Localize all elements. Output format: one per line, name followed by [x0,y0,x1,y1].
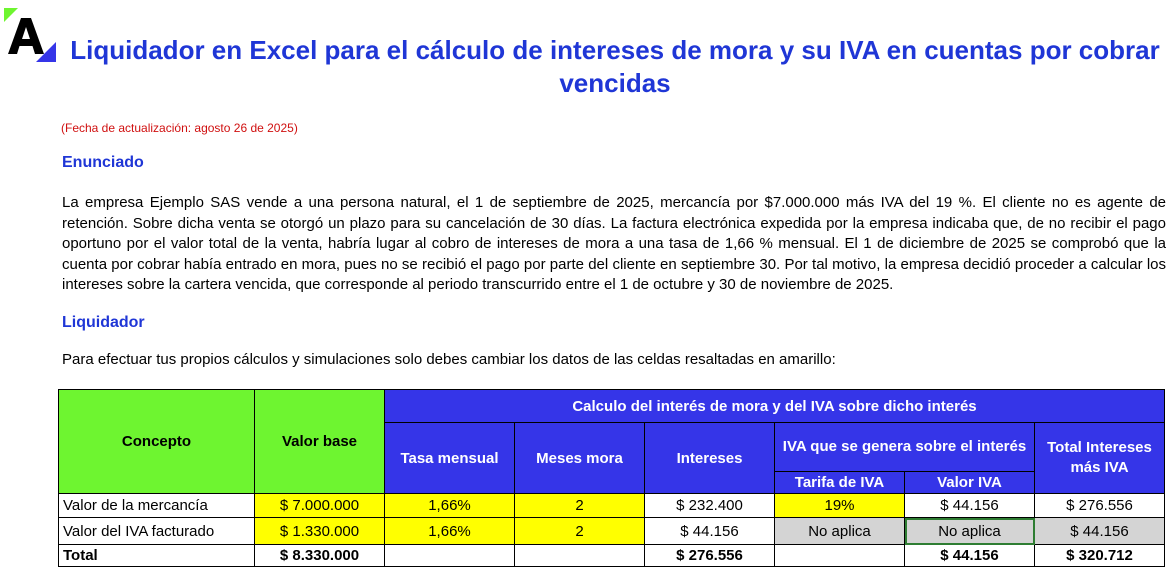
header-tarifa-iva: Tarifa de IVA [775,472,905,494]
cell-grand-total[interactable]: $ 320.712 [1035,545,1165,567]
section-heading-enunciado: Enunciado [62,154,144,171]
header-valor-base: Valor base [255,390,385,494]
cell-meses-input[interactable]: 2 [515,518,645,545]
header-valor-iva: Valor IVA [905,472,1035,494]
cell-valor-base-input[interactable]: $ 1.330.000 [255,518,385,545]
cell-intereses[interactable]: $ 44.156 [645,518,775,545]
page-title: Liquidador en Excel para el cálculo de intereses de mora y su IVA en cuentas por cobrar vencidas [70,35,1160,98]
table-row [59,518,1165,545]
header-calculo-group: Calculo del interés de mora y del IVA sobre dicho interés [385,390,1165,423]
cell-concepto[interactable]: Valor de la mercancía [59,494,255,518]
cell-valor-iva-selected[interactable]: No aplica [905,518,1035,545]
cell-valor-iva[interactable]: $ 44.156 [905,494,1035,518]
cell-empty[interactable] [385,545,515,567]
enunciado-paragraph: La empresa Ejemplo SAS vende a una persona natural, el 1 de septiembre de 2025, mercancía por $7.000.000 más IVA del 19 %. El cliente no es agente de retención. Sobre dicha venta se otorgó un plazo para su cancelación de 30 días. La factura electrónica expedida por la empresa indicaba que, de no recibir el pago oportuno por el valor total de la venta, habría lugar al cobro de intereses de mora a una tasa de 1,66 % mensual. El 1 de diciembre de 2025 se comprobó que la cuenta por cobrar había entrado en mora, pues no se recibió el pago por parte del cliente en septiembre 30. Por tal motivo, la empresa decidió proceder a calcular los intereses sobre la cartera vencida, que corresponde al periodo transcurrido entre el 1 de octubre y 30 de noviembre de 2025. [62,194,1166,293]
cell-valor-base-input[interactable]: $ 7.000.000 [255,494,385,518]
cell-total[interactable]: $ 276.556 [1035,494,1165,518]
header-intereses: Intereses [645,423,775,494]
cell-total[interactable]: $ 44.156 [1035,518,1165,545]
cell-intereses[interactable]: $ 232.400 [645,494,775,518]
cell-total-intereses[interactable]: $ 276.556 [645,545,775,567]
cell-tarifa[interactable]: No aplica [775,518,905,545]
instructions-text: Para efectuar tus propios cálculos y simulaciones solo debes cambiar los datos de las celdas resaltadas en amarillo: [62,351,836,368]
cell-meses-input[interactable]: 2 [515,494,645,518]
header-total-intereses-iva: Total Intereses más IVA [1035,423,1165,494]
cell-tasa-input[interactable]: 1,66% [385,494,515,518]
cell-empty[interactable] [515,545,645,567]
liquidador-table [58,389,1165,567]
cell-empty[interactable] [775,545,905,567]
cell-total-label[interactable]: Total [59,545,255,567]
cell-tarifa-input[interactable]: 19% [775,494,905,518]
header-concepto: Concepto [59,390,255,494]
table-row-total [59,545,1165,567]
brand-logo [4,8,56,62]
cell-total-valor-base[interactable]: $ 8.330.000 [255,545,385,567]
table-row [59,494,1165,518]
cell-concepto[interactable]: Valor del IVA facturado [59,518,255,545]
header-meses-mora: Meses mora [515,423,645,494]
cell-total-valor-iva[interactable]: $ 44.156 [905,545,1035,567]
section-heading-liquidador: Liquidador [62,314,145,331]
header-iva-group: IVA que se genera sobre el interés [775,423,1035,472]
header-tasa-mensual: Tasa mensual [385,423,515,494]
update-date: (Fecha de actualización: agosto 26 de 2025) [61,121,298,135]
cell-tasa-input[interactable]: 1,66% [385,518,515,545]
